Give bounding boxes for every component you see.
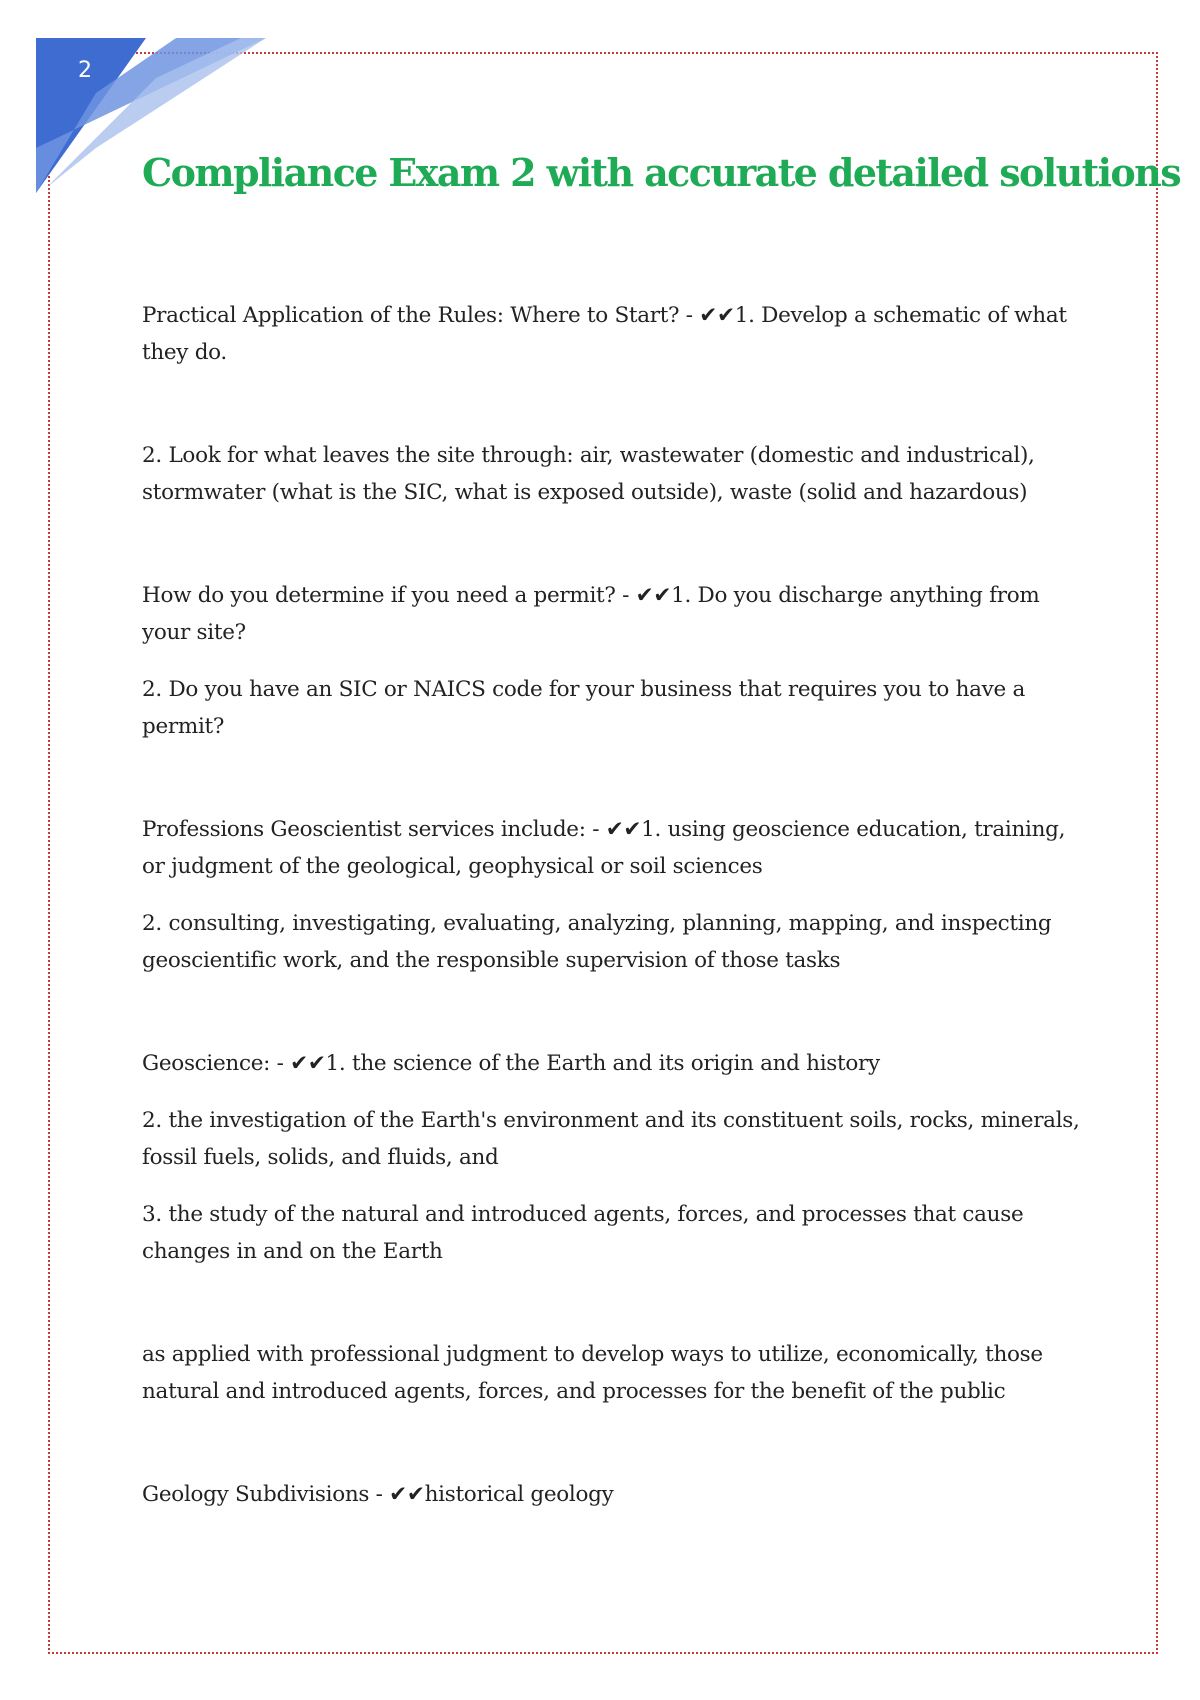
qa-block xyxy=(142,811,1082,979)
page-number: 2 xyxy=(78,58,92,83)
qa-block xyxy=(142,1336,1082,1410)
qa-block xyxy=(142,1045,1082,1270)
qa-block xyxy=(142,297,1082,371)
paragraph: Practical Application of the Rules: Where to Start? - ✔✔1. Develop a schematic of what they do. xyxy=(142,303,1067,365)
paragraph: 2. consulting, investigating, evaluating, analyzing, planning, mapping, and inspecting geoscientific work, and the responsible supervision of those tasks xyxy=(142,911,1052,973)
paragraph: 3. the study of the natural and introduced agents, forces, and processes that cause changes in and on the Earth xyxy=(142,1202,1024,1264)
qa-block xyxy=(142,437,1082,511)
paragraph: as applied with professional judgment to develop ways to utilize, economically, those natural and introduced agents, forces, and processes for the benefit of the public xyxy=(142,1342,1043,1404)
paragraph: Geoscience: - ✔✔1. the science of the Earth and its origin and history xyxy=(142,1051,880,1076)
qa-block xyxy=(142,1476,1082,1513)
paragraph: 2. the investigation of the Earth's environment and its constituent soils, rocks, minerals, fossil fuels, solids, and fluids, and xyxy=(142,1108,1080,1170)
paragraph: Geology Subdivisions - ✔✔historical geology xyxy=(142,1482,614,1507)
page-title: Compliance Exam 2 with accurate detailed solutions xyxy=(142,150,1180,195)
paragraph: How do you determine if you need a permit? - ✔✔1. Do you discharge anything from your site? xyxy=(142,583,1040,645)
qa-block xyxy=(142,577,1082,745)
document-body xyxy=(142,297,1082,1579)
paragraph: 2. Look for what leaves the site through: air, wastewater (domestic and industrical), stormwater (what is the SIC, what is exposed outside), waste (solid and hazardous) xyxy=(142,443,1035,505)
paragraph: 2. Do you have an SIC or NAICS code for your business that requires you to have a permit? xyxy=(142,677,1025,739)
paragraph: Professions Geoscientist services include: - ✔✔1. using geoscience education, training, or judgment of the geological, geophysical or soil sciences xyxy=(142,817,1066,879)
